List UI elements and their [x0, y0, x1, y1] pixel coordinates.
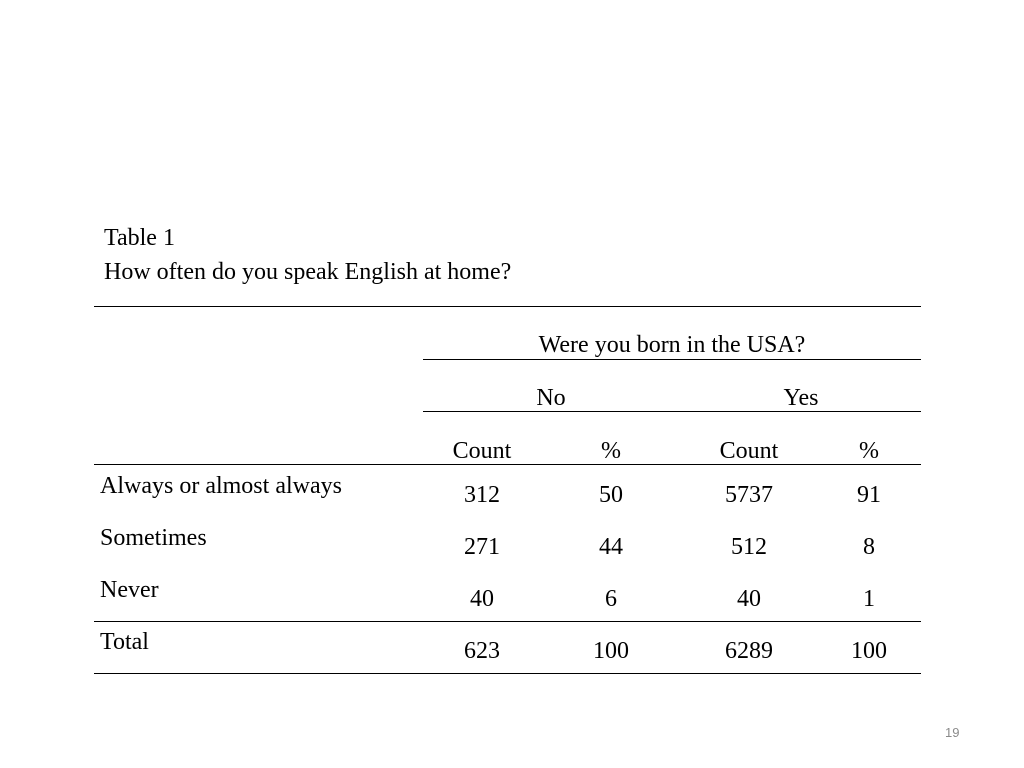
- header-bottom-rule: [94, 464, 921, 465]
- table-cell: 8: [863, 534, 875, 560]
- slide-number: 19: [945, 725, 960, 740]
- table-cell: 44: [599, 534, 623, 560]
- spanner-rule: [423, 359, 921, 360]
- table-cell: 6: [605, 586, 617, 612]
- table-cell: 271: [464, 534, 500, 560]
- table-cell: 40: [470, 586, 494, 612]
- total-label: Total: [100, 629, 149, 655]
- table-cell: 512: [731, 534, 767, 560]
- table-top-rule: [94, 306, 921, 307]
- row-label: Sometimes: [100, 525, 207, 551]
- column-header-no-count: Count: [452, 438, 512, 464]
- table-cell: 100: [593, 638, 629, 664]
- group-header-yes: Yes: [783, 385, 819, 411]
- table-cell: 50: [599, 482, 623, 508]
- column-header-no-percent: %: [601, 438, 621, 464]
- column-header-yes-count: Count: [719, 438, 779, 464]
- table-cell: 40: [737, 586, 761, 612]
- row-label: Always or almost always: [100, 473, 342, 499]
- column-header-yes-percent: %: [859, 438, 879, 464]
- table-cell: 91: [857, 482, 881, 508]
- total-rule: [94, 621, 921, 622]
- table-cell: 6289: [725, 638, 773, 664]
- table-cell: 623: [464, 638, 500, 664]
- table-label: Table 1: [104, 225, 175, 251]
- table-title: How often do you speak English at home?: [104, 259, 512, 285]
- table-cell: 100: [851, 638, 887, 664]
- spanner-header: Were you born in the USA?: [538, 332, 806, 358]
- row-label: Never: [100, 577, 159, 603]
- group-rule: [423, 411, 921, 412]
- table-bottom-rule: [94, 673, 921, 674]
- table-cell: 1: [863, 586, 875, 612]
- table-cell: 5737: [725, 482, 773, 508]
- table-cell: 312: [464, 482, 500, 508]
- group-header-no: No: [536, 385, 566, 411]
